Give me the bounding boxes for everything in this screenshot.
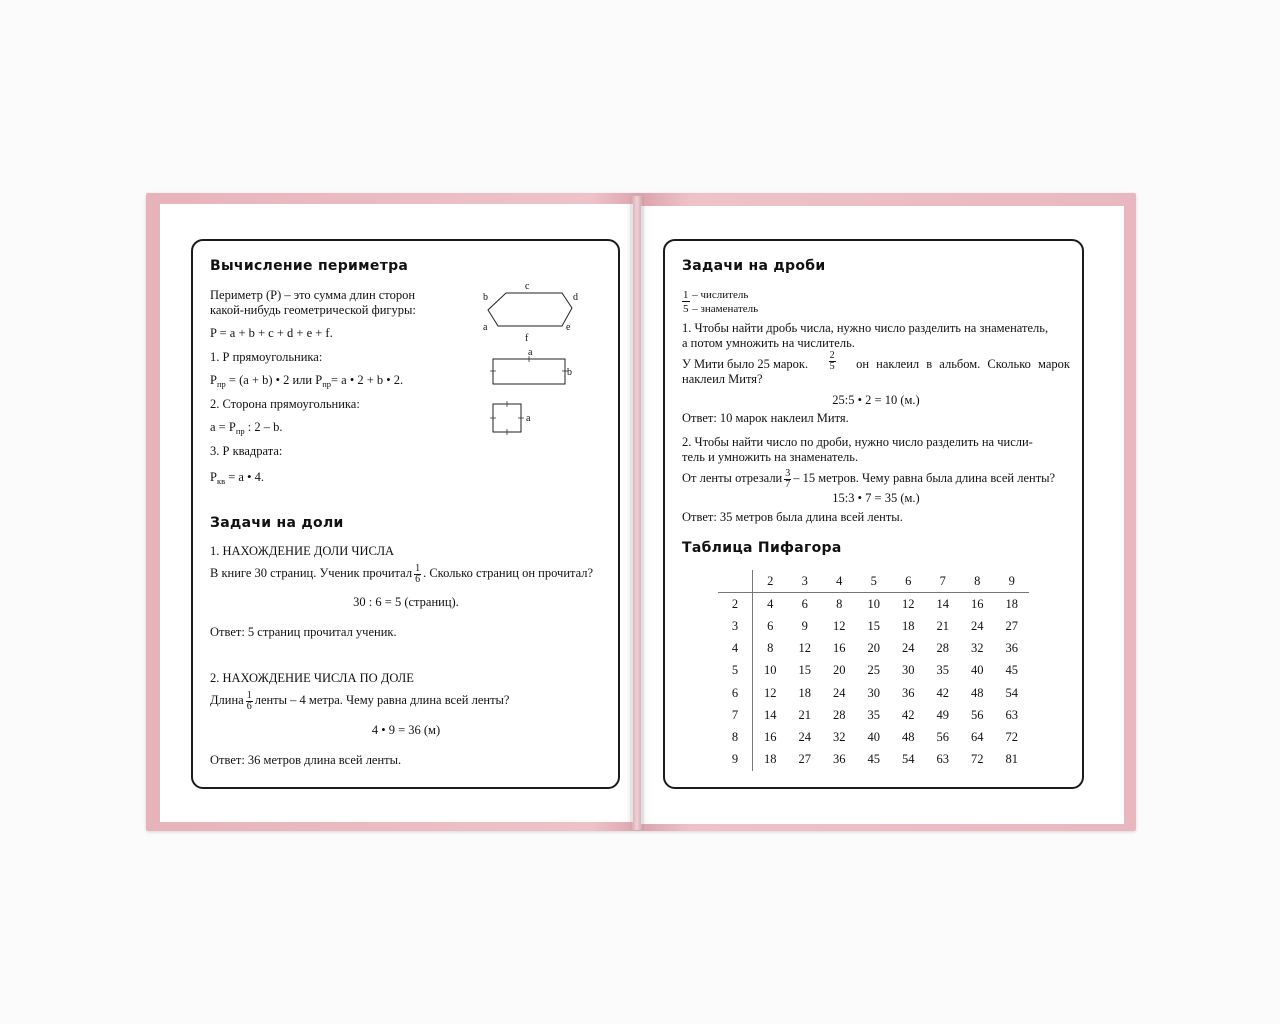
shares-heading: Задачи на доли [210, 515, 344, 531]
shares-task1-text: В книге 30 страниц. Ученик прочитал $\frac{1}{6}$ . Сколько страниц он прочитал? [210, 562, 594, 585]
rectangle-side-formula: $a = P_{пр}$ : 2 – b. [210, 420, 283, 436]
table-cell: 24 [798, 729, 811, 744]
table-cell: 16 [833, 641, 846, 656]
table-row-header: 8 [718, 726, 753, 748]
table-row [718, 682, 1029, 704]
table-cell: 12 [902, 596, 915, 611]
table-cell: 24 [833, 685, 846, 700]
shares-task1-solution: 30 : 6 = 5 (страниц). [353, 595, 459, 609]
table-cell: 45 [867, 752, 880, 767]
table-row [718, 749, 1029, 771]
table-cell: 32 [971, 641, 984, 656]
table-cell: 20 [833, 663, 846, 678]
table-cell: 30 [902, 663, 915, 678]
perimeter-definition-line1: Периметр (Р) – это сумма длин сторон [210, 288, 416, 302]
table-cell: 35 [936, 663, 949, 678]
rectangle-label-b: b [567, 367, 572, 378]
table-cell: 48 [902, 729, 915, 744]
table-cell: 21 [936, 618, 949, 633]
pythagoras-table [718, 570, 1029, 771]
table-cell: 45 [1005, 663, 1018, 678]
table-cell: 81 [1005, 752, 1018, 767]
table-cell: 42 [936, 685, 949, 700]
table-header-cell [718, 570, 753, 593]
shares-task1-title: 1. НАХОЖДЕНИЕ ДОЛИ ЧИСЛА [210, 544, 395, 558]
table-cell: 72 [971, 752, 984, 767]
table-header-cell: 6 [891, 570, 926, 593]
pythagoras-heading: Таблица Пифагора [682, 540, 842, 556]
table-cell: 18 [902, 618, 915, 633]
rectangle-perimeter-formula: $P_{пр} = (a + b)$ • 2 или $P_{пр}= a$ • 2 + b • 2. [210, 373, 404, 389]
table-cell: 16 [971, 596, 984, 611]
table-cell: 6 [767, 618, 774, 633]
shares-task2-solution: 4 • 9 = 36 (м) [371, 723, 441, 737]
fraction: $\frac{1}{6}$ [246, 689, 252, 712]
table-cell: 63 [1005, 707, 1018, 722]
hexagon-label-f: f [525, 333, 529, 344]
table-cell: 48 [971, 685, 984, 700]
table-cell: 15 [798, 663, 811, 678]
table-cell: 35 [867, 707, 880, 722]
table-cell: 36 [833, 752, 846, 767]
fraction: $\frac{3}{7}$ [785, 467, 791, 490]
table-header-cell: 5 [857, 570, 892, 593]
fraction: $\frac{2}{5}$ [829, 350, 835, 372]
table-header-row [718, 570, 1029, 593]
table-cell: 36 [1005, 641, 1018, 656]
fractions-task2-solution: 15:3 • 7 = 35 (м.) [832, 491, 920, 505]
fractions-task2-text: От ленты отрезали $\frac{3}{7}$ – 15 метров. Чему равна была длина всей ленты? [682, 467, 1056, 490]
square-perimeter-formula: $P_{кв} = a$ • 4. [210, 470, 264, 486]
table-cell: 56 [971, 707, 984, 722]
table-row-header: 6 [718, 682, 753, 704]
table-cell: 27 [1005, 618, 1018, 633]
table-cell: 14 [764, 707, 777, 722]
table-cell: 6 [801, 596, 808, 611]
table-row-header: 4 [718, 638, 753, 660]
perimeter-heading: Вычисление периметра [210, 258, 409, 274]
table-row [718, 638, 1029, 660]
table-cell: 40 [971, 663, 984, 678]
hexagon-label-b: b [483, 292, 488, 303]
table-cell: 12 [833, 618, 846, 633]
rectangle-figure [493, 359, 565, 384]
book-spine [630, 196, 644, 830]
table-cell: 15 [867, 618, 880, 633]
hexagon-label-a: a [483, 322, 488, 333]
table-cell: 32 [833, 729, 846, 744]
table-header-cell: 9 [995, 570, 1030, 593]
table-cell: 24 [902, 641, 915, 656]
table-cell: 40 [867, 729, 880, 744]
numerator-label: 1 – числитель [683, 289, 749, 301]
table-cell: 27 [798, 752, 811, 767]
table-cell: 72 [1005, 729, 1018, 744]
fractions-task1-line2: наклеил Митя? [682, 372, 763, 386]
fractions-rule2-line1: 2. Чтобы найти число по дроби, нужно число разделить на числи- [682, 435, 1033, 449]
perimeter-formula: P = a + b + c + d + e + f. [210, 326, 333, 340]
fractions-heading: Задачи на дроби [682, 258, 826, 274]
table-cell: 63 [936, 752, 949, 767]
table-header-cell: 7 [926, 570, 961, 593]
shares-task1-answer: Ответ: 5 страниц прочитал ученик. [210, 625, 397, 639]
table-cell: 12 [764, 685, 777, 700]
fractions-rule2-line2: тель и умножить на знаменатель. [682, 450, 859, 464]
table-cell: 54 [1005, 685, 1018, 700]
table-cell: 56 [936, 729, 949, 744]
shares-task2-title: 2. НАХОЖДЕНИЕ ЧИСЛА ПО ДОЛЕ [210, 671, 414, 685]
table-row-header: 9 [718, 749, 753, 771]
table-cell: 24 [971, 618, 984, 633]
hexagon-label-e: e [566, 322, 571, 333]
fractions-task2-answer: Ответ: 35 метров была длина всей ленты. [682, 510, 903, 524]
fraction: $\frac{1}{6}$ [415, 562, 421, 585]
table-cell: 64 [971, 729, 984, 744]
hexagon-figure [488, 293, 572, 326]
table-row-header: 2 [718, 593, 753, 616]
table-header-cell: 8 [960, 570, 995, 593]
table-cell: 9 [801, 618, 808, 633]
table-cell: 16 [764, 729, 777, 744]
table-cell: 49 [936, 707, 949, 722]
table-cell: 28 [833, 707, 846, 722]
table-cell: 42 [902, 707, 915, 722]
square-figure [493, 404, 521, 432]
table-cell: 14 [936, 596, 949, 611]
hexagon-label-d: d [573, 292, 578, 303]
table-cell: 30 [867, 685, 880, 700]
table-header-cell: 3 [788, 570, 823, 593]
rectangle-perimeter-title: 1. Р прямоугольника: [210, 350, 323, 364]
table-cell: 18 [1005, 596, 1018, 611]
denominator-label: 5 – знаменатель [683, 303, 759, 315]
table-cell: 21 [798, 707, 811, 722]
table-row [718, 615, 1029, 637]
table-cell: 18 [798, 685, 811, 700]
table-cell: 20 [867, 641, 880, 656]
fractions-task1-solution: 25:5 • 2 = 10 (м.) [832, 393, 920, 407]
table-cell: 10 [867, 596, 880, 611]
fractions-rule1-line2: а потом умножить на числитель. [682, 336, 855, 350]
table-cell: 4 [767, 596, 774, 611]
square-perimeter-title: 3. Р квадрата: [210, 444, 283, 458]
table-cell: 8 [767, 641, 774, 656]
table-cell: 8 [836, 596, 843, 611]
table-row-header: 7 [718, 704, 753, 726]
table-header-cell: 2 [753, 570, 788, 593]
shares-task2-text: Длина $\frac{1}{6}$ ленты – 4 метра. Чему равна длина всей ленты? [210, 689, 510, 712]
table-cell: 36 [902, 685, 915, 700]
table-row [718, 704, 1029, 726]
rectangle-label-a: a [528, 347, 533, 358]
table-header-cell: 4 [822, 570, 857, 593]
table-cell: 18 [764, 752, 777, 767]
table-cell: 28 [936, 641, 949, 656]
table-row [718, 593, 1029, 616]
rectangle-side-title: 2. Сторона прямоугольника: [210, 397, 360, 411]
hexagon-label-c: c [525, 281, 530, 292]
square-label-a: a [526, 413, 531, 424]
geometry-figures [478, 278, 588, 443]
table-row-header: 3 [718, 615, 753, 637]
table-cell: 12 [798, 641, 811, 656]
perimeter-definition-line2: какой-нибудь геометрической фигуры: [210, 303, 416, 317]
table-row [718, 660, 1029, 682]
table-cell: 10 [764, 663, 777, 678]
fractions-rule1-line1: 1. Чтобы найти дробь числа, нужно число разделить на знаменатель, [682, 321, 1049, 335]
table-row-header: 5 [718, 660, 753, 682]
table-row [718, 726, 1029, 748]
table-cell: 25 [867, 663, 880, 678]
table-cell: 54 [902, 752, 915, 767]
fractions-task1-text: У Мити было 25 марок. $\frac{2}{5}$ он наклеил в альбом. Сколько марок [682, 351, 1070, 377]
fractions-task1-answer: Ответ: 10 марок наклеил Митя. [682, 411, 849, 425]
shares-task2-answer: Ответ: 36 метров длина всей ленты. [210, 753, 402, 767]
